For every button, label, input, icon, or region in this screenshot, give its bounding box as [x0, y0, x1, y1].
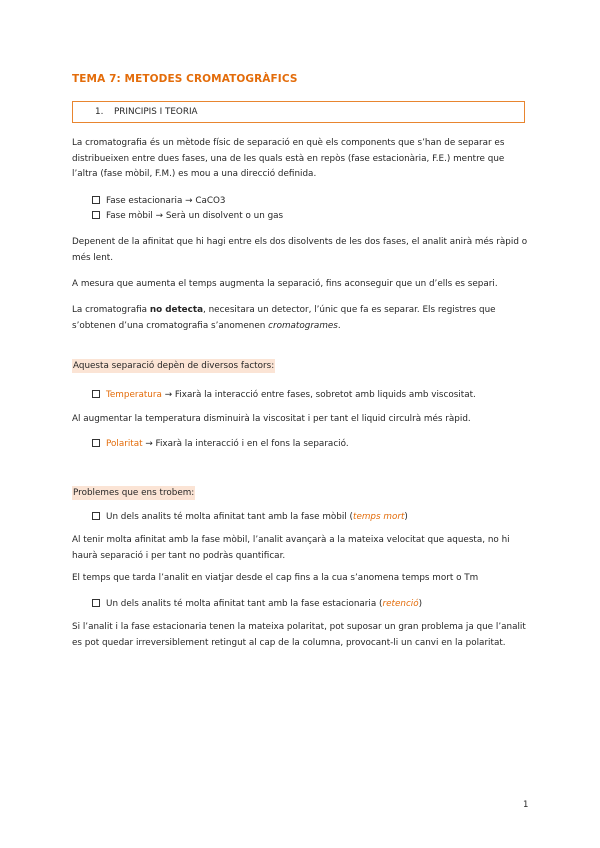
text-run: La cromatografia	[72, 305, 150, 315]
bullet-fase-estacionaria	[92, 195, 226, 207]
text-run: , necesitara un detector, l’únic que fa es separar. Els registres que s’obtenen d’una cromatografia s’anomenen	[72, 305, 496, 331]
checkbox-icon	[92, 599, 100, 607]
section-heading-box	[72, 101, 525, 123]
italic-keyword: retenció	[382, 599, 419, 609]
paragraph-viscositat: Al augmentar la temperatura disminuirà la viscositat i per tant el liquid circulrà més ràpid.	[72, 414, 471, 424]
checkbox-icon	[92, 196, 100, 204]
bullet-text-end: )	[418, 599, 423, 609]
text-run: .	[337, 320, 341, 331]
factor-text: → Fixarà la interacció entre fases, sobretot amb liquids amb viscositat.	[161, 390, 476, 400]
italic-keyword: temps mort	[353, 512, 405, 522]
factor-keyword: Temperatura	[106, 390, 162, 400]
checkbox-icon	[92, 390, 100, 398]
checkbox-icon	[92, 211, 100, 219]
paragraph-definition: La cromatografia és un mètode físic de separació en què els components que s’han de separar es distribueixen entre dues fases, una de les quals està en repòs (fase estacionària, F.E.) mentre que l’altra (fase mòbil, F.M.) es mou a una direcció definida.	[72, 138, 505, 179]
bullet-text: Fase estacionaria → CaCO3	[106, 196, 226, 206]
bullet-fase-mobil	[92, 210, 283, 222]
paragraph-detector	[72, 303, 528, 334]
paragraph-tm: El temps que tarda l’analit en viatjar desde el cap fins a la cua s’anomena temps mort o Tm	[72, 573, 479, 583]
page-number: 1	[523, 800, 529, 810]
section-label: PRINCIPIS I TEORIA	[114, 107, 198, 117]
bullet-text-end: )	[404, 512, 408, 522]
bullet-text: Un dels analits té molta afinitat tant amb la fase estacionaria (	[106, 599, 383, 609]
bullet-problem-fase-estacionaria	[92, 598, 422, 610]
bullet-polaritat	[92, 438, 349, 450]
highlighted-heading-problems: Problemes que ens trobem:	[73, 488, 195, 498]
italic-text: cromatogrames	[268, 320, 338, 331]
bullet-text: Un dels analits té molta afinitat tant amb la fase mòbil (	[106, 512, 353, 522]
document-title: TEMA 7: METODES CROMATOGRÀFICS	[72, 73, 298, 85]
bullet-temperatura	[92, 389, 476, 401]
factor-keyword: Polaritat	[106, 439, 143, 449]
checkbox-icon	[92, 439, 100, 447]
checkbox-icon	[92, 512, 100, 520]
factor-text: → Fixarà la interacció i en el fons la separació.	[142, 439, 349, 449]
paragraph-temps-mort: Al tenir molta afinitat amb la fase mòbil, l’analit avançarà a la mateixa velocitat que aquesta, no hi haurà separació i per tant no podràs quantificar.	[72, 535, 510, 561]
paragraph-retencio: Si l’analit i la fase estacionaria tenen la mateixa polaritat, pot suposar un gran problema ja que l’analit es pot quedar irreversiblement retingut al cap de la columna, provocant-li un canvi en la polaritat.	[72, 622, 526, 648]
bullet-problem-fase-mobil	[92, 511, 408, 523]
paragraph-afinitat: Depenent de la afinitat que hi hagi entre els dos disolvents de les dos fases, el analit anirà més ràpid o més lent.	[72, 237, 528, 263]
bold-text: no detecta	[149, 305, 204, 315]
section-number: 1.	[95, 107, 104, 117]
highlighted-heading-factors: Aquesta separació depèn de diversos factors:	[73, 361, 275, 371]
bullet-text: Fase mòbil → Serà un disolvent o un gas	[106, 211, 284, 221]
paragraph-separacio: A mesura que aumenta el temps augmenta la separació, fins aconseguir que un d’ells es separi.	[72, 279, 498, 289]
